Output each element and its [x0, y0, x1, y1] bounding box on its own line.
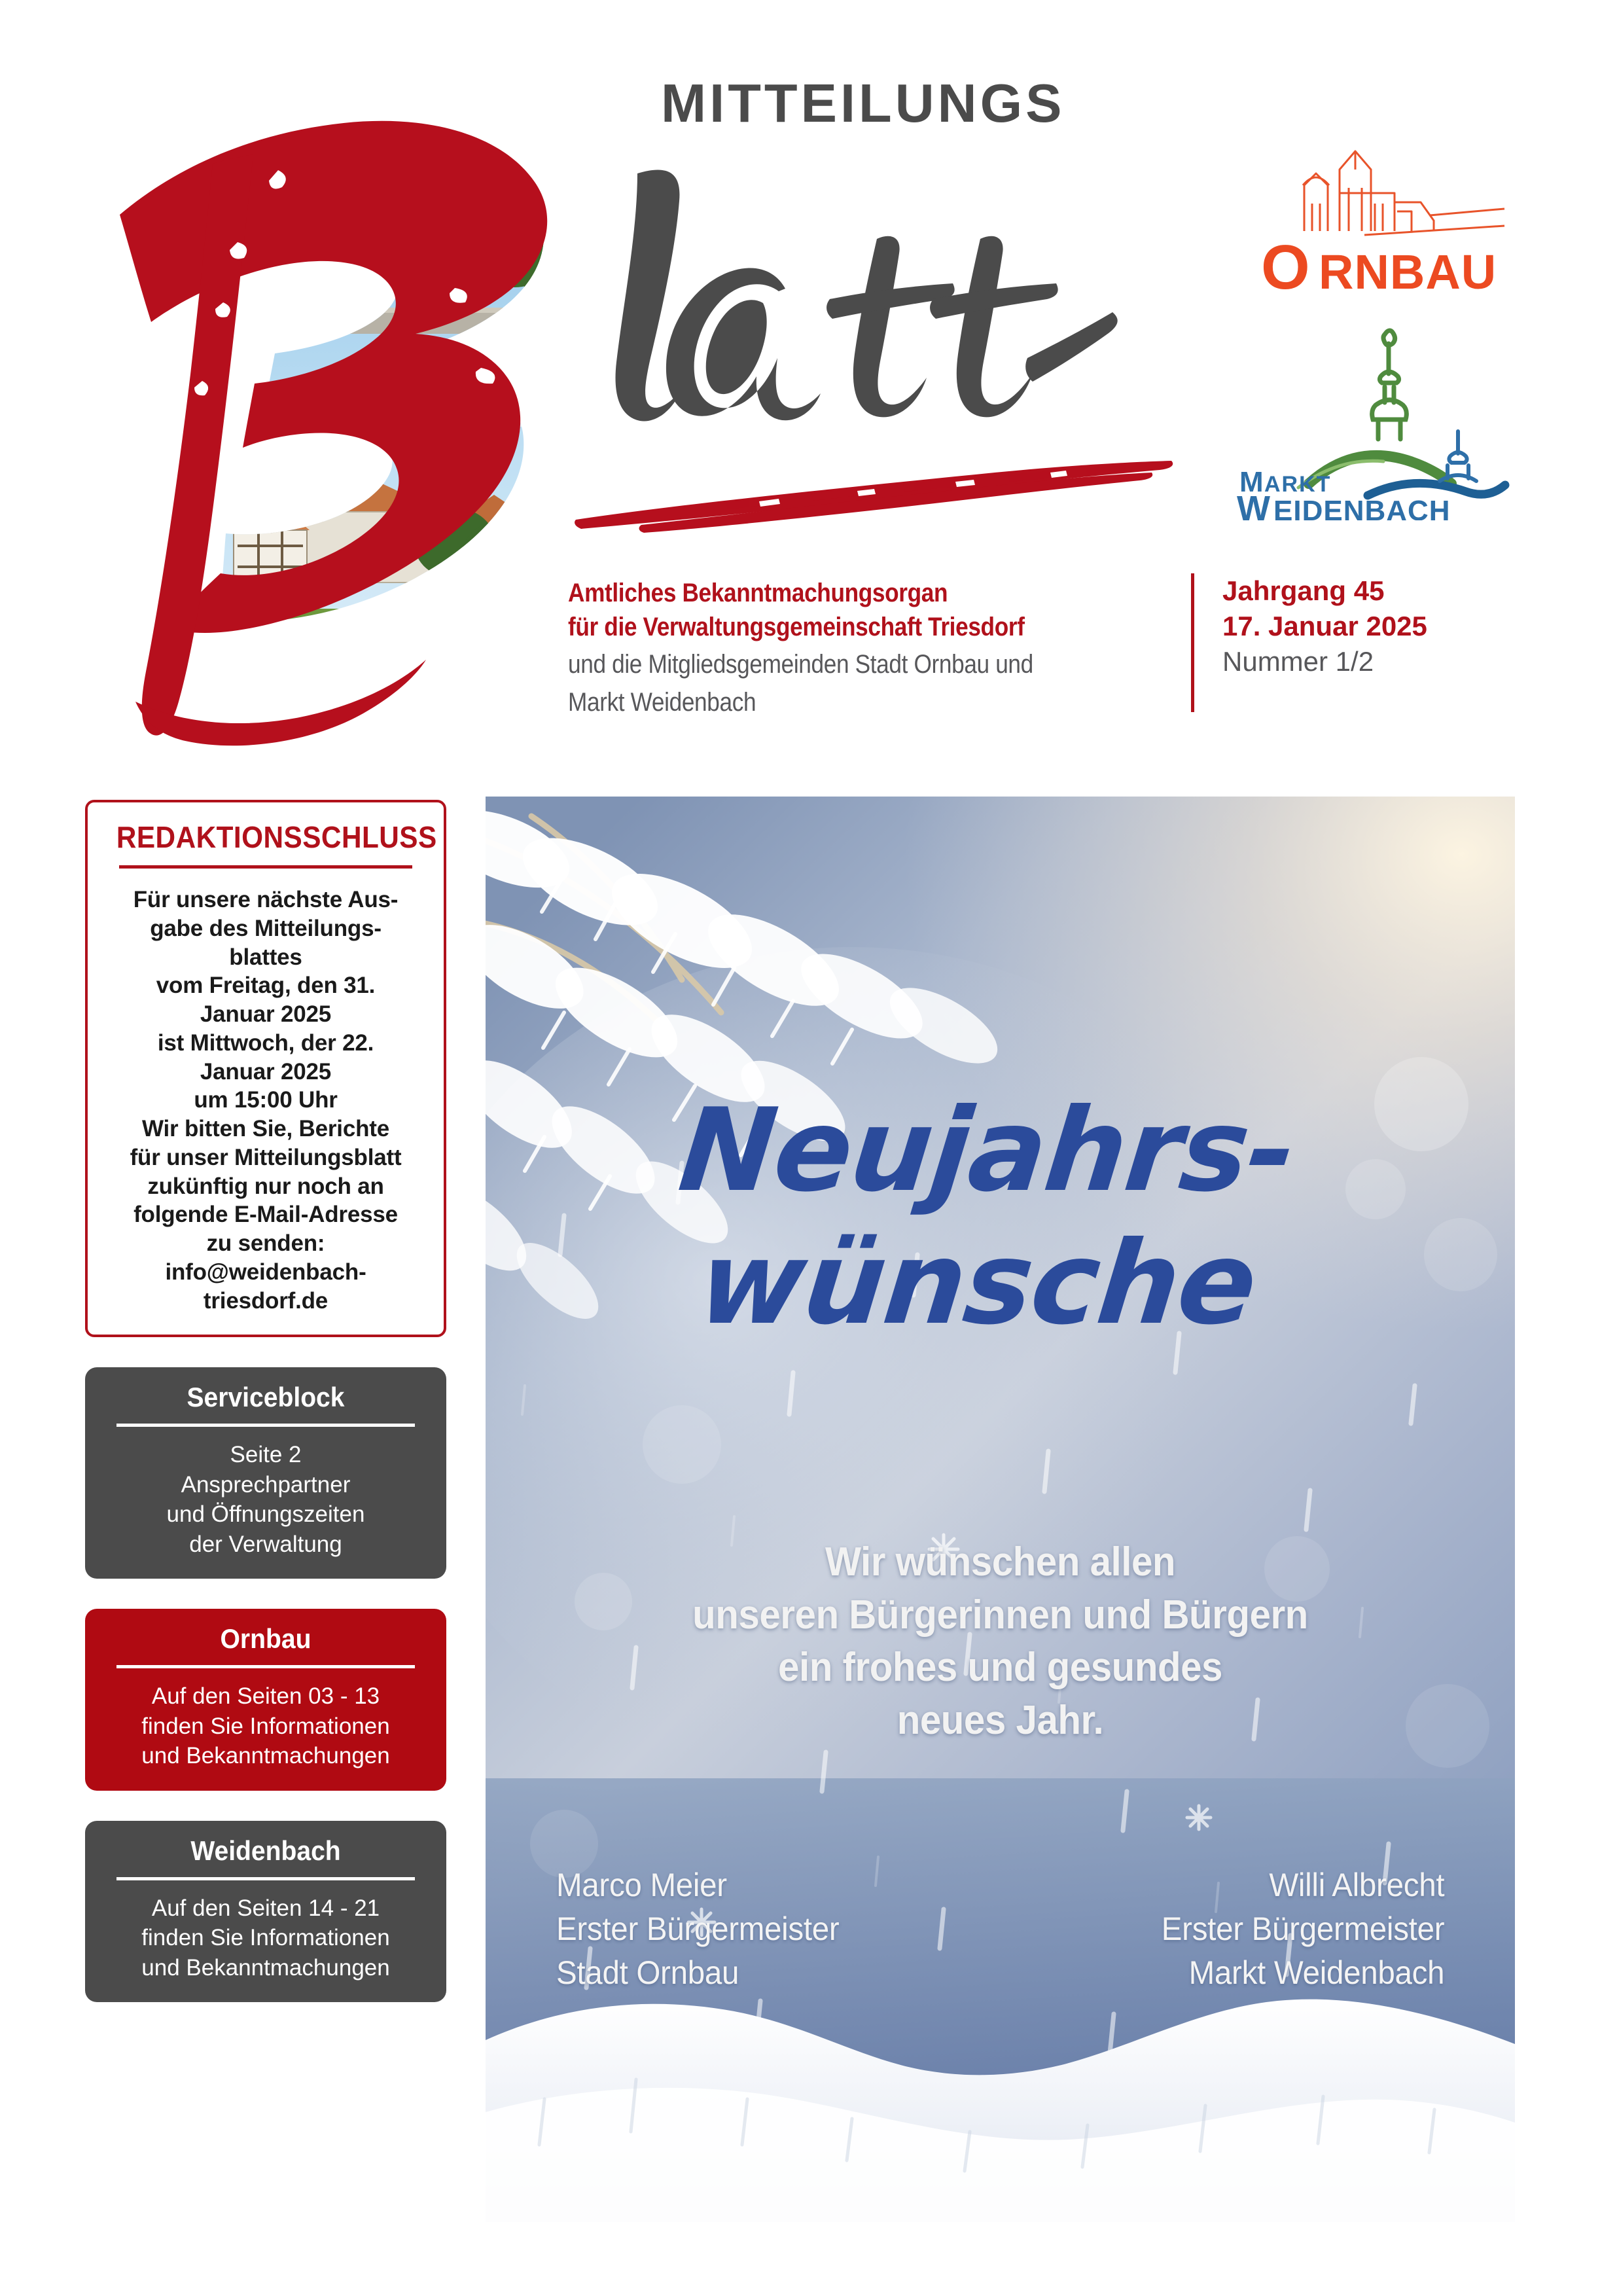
card-heading: Ornbau [220, 1623, 311, 1655]
caption-line-4: Markt Weidenbach [568, 688, 756, 717]
greeting-line: ein frohes und gesundes [778, 1645, 1222, 1691]
greeting-line: unseren Bürgerinnen und Bürgern [692, 1592, 1308, 1638]
card-body [98, 1440, 433, 1559]
divider [116, 1424, 415, 1427]
card-line: Ansprechpartner [181, 1471, 351, 1498]
card-heading: Weidenbach [190, 1835, 341, 1866]
caption-line-3: und die Mitgliedsgemeinden Stadt Ornbau und [568, 650, 1033, 679]
masthead-title-latt-script [569, 128, 1224, 448]
masthead-caption [568, 576, 1222, 721]
deadline-line: vom Freitag, den 31. [156, 973, 376, 999]
masthead-divider [1191, 573, 1194, 712]
deadline-line: Januar 2025 [200, 1058, 332, 1085]
weidenbach-logo [1230, 324, 1531, 520]
sidebar [85, 800, 446, 2002]
hero-winter-photo [486, 797, 1515, 2222]
hero-background-art [486, 797, 1515, 2222]
masthead-red-brush-underline [563, 452, 1184, 537]
deadline-line: Januar 2025 [200, 1001, 332, 1027]
signature-name: Willi Albrecht [1269, 1867, 1444, 1903]
deadline-line: ist Mittwoch, der 22. [157, 1030, 374, 1056]
sidebar-card-weidenbach[interactable] [85, 1821, 446, 2003]
sidebar-card-ornbau[interactable] [85, 1609, 446, 1791]
card-line: Auf den Seiten 14 - 21 [151, 1895, 380, 1921]
deadline-line: blattes [229, 944, 302, 970]
deadline-line: für unser Mitteilungsblatt [130, 1144, 402, 1170]
sidebar-card-serviceblock[interactable] [85, 1367, 446, 1579]
b-brush-stroke [120, 121, 547, 745]
svg-text:ARKT: ARKT [1264, 472, 1332, 497]
weidenbach-markt-word: M [1239, 466, 1265, 498]
card-line: finden Sie Informationen [141, 1713, 390, 1739]
greeting-line: Wir wünschen allen [825, 1539, 1176, 1585]
hero-title-line-2: wünsche [692, 1217, 1262, 1350]
masthead-issue-info [1222, 573, 1563, 679]
signature-name: Marco Meier [556, 1867, 727, 1903]
card-line: und Bekanntmachungen [141, 1954, 390, 1981]
ornbau-logo [1240, 147, 1515, 304]
card-line: Auf den Seiten 03 - 13 [151, 1683, 380, 1710]
deadline-email-line: info@weidenbach- [165, 1259, 366, 1285]
signature-title: Erster Bürgermeister [1161, 1910, 1444, 1947]
card-line: und Bekanntmachungen [141, 1743, 390, 1769]
masthead [0, 0, 1600, 746]
deadline-line: Für unsere nächste Aus- [133, 887, 399, 912]
hero-title [486, 1085, 1515, 1350]
card-heading: Serviceblock [187, 1382, 345, 1413]
church-spire-icon [1372, 331, 1407, 439]
issue-date: 17. Januar 2025 [1222, 610, 1427, 641]
issue-volume: Jahrgang 45 [1222, 575, 1385, 606]
deadline-line: um 15:00 Uhr [194, 1087, 338, 1113]
card-line: der Verwaltung [189, 1531, 342, 1557]
ornbau-wordmark: O [1261, 232, 1310, 302]
greeting-line: neues Jahr. [897, 1697, 1104, 1743]
signature-weidenbach [1147, 1863, 1444, 1995]
ornbau-townline-icon [1303, 151, 1504, 235]
redaktionsschluss-body [103, 886, 428, 1315]
card-line: und Öffnungszeiten [166, 1501, 365, 1528]
deadline-line: folgende E-Mail-Adresse [133, 1202, 398, 1228]
hero-greeting [486, 1536, 1515, 1747]
hero-signatures [486, 1863, 1515, 1995]
caption-line-2: für die Verwaltungsgemeinschaft Triesdorf [568, 613, 1025, 641]
deadline-line: Wir bitten Sie, Berichte [141, 1116, 389, 1141]
masthead-title-mitteilungs: MITTEILUNGS [661, 73, 1065, 134]
deadline-line: zukünftig nur noch an [147, 1173, 384, 1199]
signature-org: Stadt Ornbau [556, 1954, 739, 1991]
svg-text:RNBAU: RNBAU [1319, 245, 1497, 299]
svg-text:EIDENBACH: EIDENBACH [1273, 495, 1451, 520]
redaktionsschluss-box [85, 800, 446, 1337]
card-body [98, 1893, 433, 1983]
signature-org: Markt Weidenbach [1188, 1954, 1444, 1991]
deadline-line: zu senden: [206, 1230, 325, 1256]
card-line: finden Sie Informationen [141, 1925, 390, 1951]
divider [119, 865, 412, 869]
signature-ornbau [556, 1863, 854, 1995]
divider [116, 1665, 415, 1668]
card-body [98, 1681, 433, 1771]
blatt-b-logo [62, 72, 579, 746]
card-line: Seite 2 [230, 1442, 302, 1468]
deadline-line: gabe des Mitteilungs- [150, 915, 382, 941]
water-wave-icon [1368, 483, 1505, 495]
issue-number: Nummer 1/2 [1222, 645, 1374, 677]
deadline-email-line: triesdorf.de [203, 1287, 329, 1314]
signature-title: Erster Bürgermeister [556, 1910, 840, 1947]
caption-line-1: Amtliches Bekanntmachungsorgan [568, 579, 948, 607]
divider [116, 1877, 415, 1880]
weidenbach-wordmark: W [1237, 489, 1270, 520]
hero-title-line-1: Neujahrs- [673, 1085, 1301, 1217]
redaktionsschluss-heading: REDAKTIONSSCHLUSS [116, 820, 437, 854]
